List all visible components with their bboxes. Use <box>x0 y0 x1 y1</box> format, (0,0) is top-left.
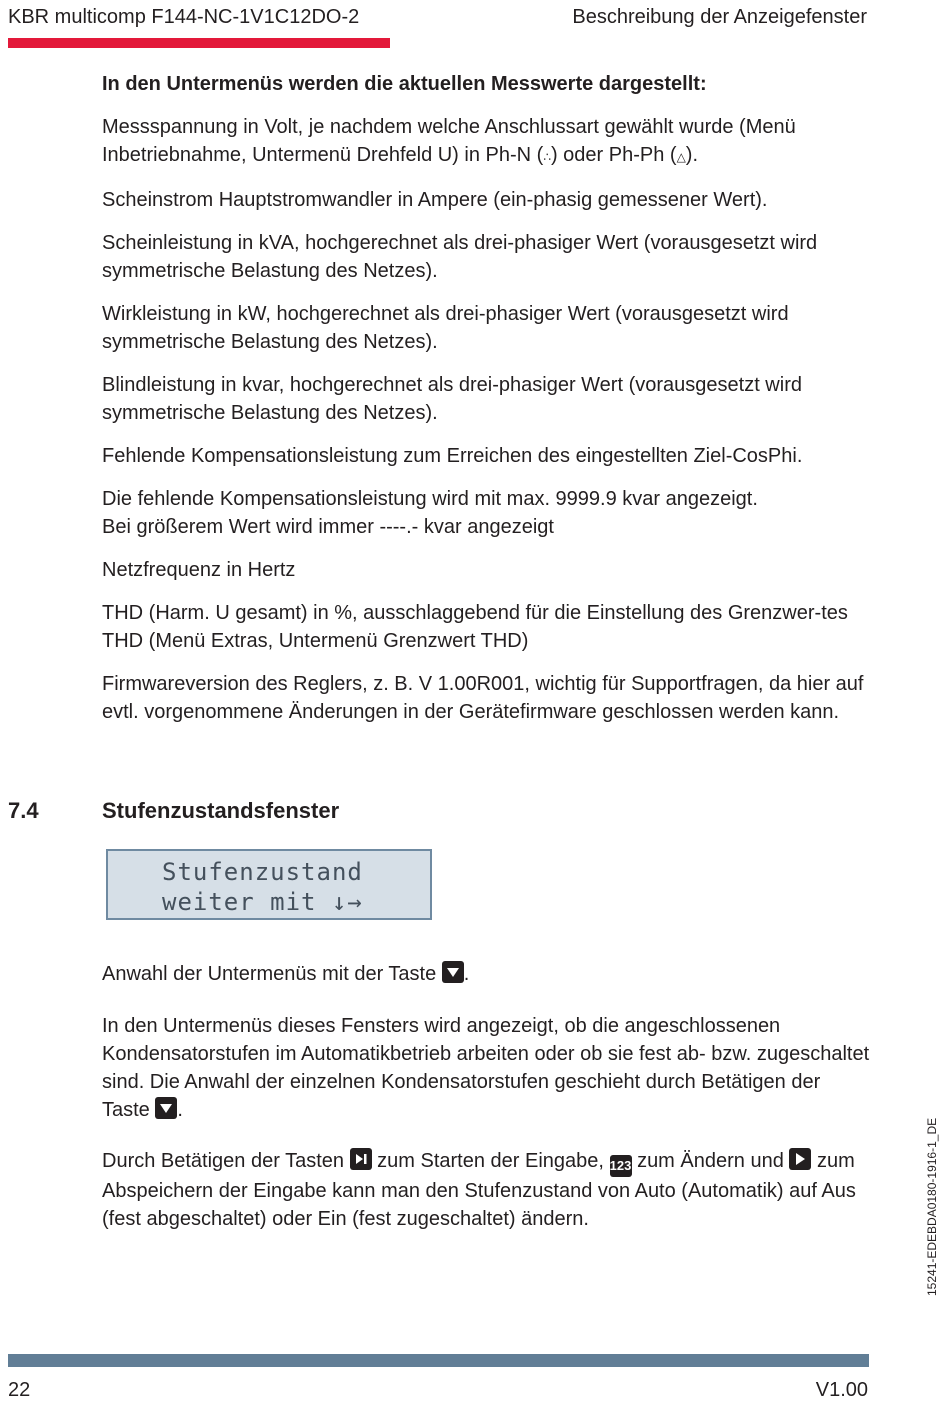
down-key-icon <box>155 1097 177 1119</box>
stage-state-text: In den Untermenüs dieses Fensters wird angezeigt, ob die angeschlossenen Kondensatorstufen im Automatikbetrieb arbeiten oder ob sie fest ab- bzw. zugeschaltet sind. Die Anwahl der einzelnen Kondensatorstufen geschieht durch Betätigen der Taste <box>102 1015 870 1121</box>
paragraph-active-power: Wirkleistung in kW, hochgerechnet als drei-phasiger Wert (vorausgesetzt wird symmetrische Belastung des Netzes). <box>102 303 789 353</box>
lcd-display <box>106 849 432 920</box>
change-state-text-d: zum Abspeichern der Eingabe kann man den Stufenzustand von Auto (Automatik) auf Aus (fest abgeschaltet) oder Ein (fest zugeschaltet) ändern. <box>102 1150 856 1230</box>
down-key-icon <box>442 961 464 983</box>
stage-state-end: . <box>177 1099 183 1121</box>
paragraph-voltage-text-b: ) oder Ph-Ph ( <box>550 144 677 166</box>
version-label: V1.00 <box>815 1379 868 1401</box>
paragraph-stage-state <box>102 1012 872 1124</box>
footer-bar <box>8 1354 869 1367</box>
change-state-text-c: zum Ändern und <box>637 1150 784 1172</box>
change-state-text-a: Durch Betätigen der Tasten <box>102 1150 345 1172</box>
paragraph-current: Scheinstrom Hauptstromwandler in Ampere (ein-phasig gemessener Wert). <box>102 189 768 211</box>
section-number: 7.4 <box>8 798 39 823</box>
paragraph-missing-compensation: Fehlende Kompensationsleistung zum Erreichen des eingestellten Ziel-CosPhi. <box>102 445 803 467</box>
right-key-icon <box>789 1148 811 1170</box>
compensation-limit-line-2: Bei größerem Wert wird immer ----.- kvar angezeigt <box>102 516 554 538</box>
lcd-line-2: weiter mit ↓→ <box>162 888 363 916</box>
paragraph-apparent-power: Scheinleistung in kVA, hochgerechnet als drei-phasiger Wert (vorausgesetzt wird symmetrische Belastung des Netzes). <box>102 232 818 282</box>
submenu-select-text: Anwahl der Untermenüs mit der Taste <box>102 963 437 985</box>
start-input-key-icon <box>350 1148 372 1170</box>
paragraph-submenu-select <box>102 960 872 988</box>
intro-heading: In den Untermenüs werden die aktuellen Messwerte dargestellt: <box>102 73 707 95</box>
measurement-description <box>102 70 872 741</box>
submenu-select-end: . <box>463 963 470 985</box>
compensation-limit-line-1: Die fehlende Kompensationsleistung wird mit max. 9999.9 kvar angezeigt. <box>102 488 758 510</box>
document-code: 15241-EDEBDA0180-1916-1_DE <box>925 1117 939 1296</box>
section-title: Stufenzustandsfenster <box>102 798 340 823</box>
paragraph-thd: THD (Harm. U gesamt) in %, ausschlaggebend für die Einstellung des Grenzwer-tes THD (Menü Extras, Untermenü Grenzwert THD) <box>102 602 848 652</box>
delta-connection-icon: △ <box>676 150 686 164</box>
paragraph-voltage <box>102 113 872 171</box>
lcd-line-1: Stufenzustand <box>162 858 363 886</box>
page-number: 22 <box>8 1379 31 1401</box>
paragraph-change-stage-state <box>102 1147 872 1233</box>
paragraph-frequency: Netzfrequenz in Hertz <box>102 559 296 581</box>
paragraph-reactive-power: Blindleistung in kvar, hochgerechnet als drei-phasiger Wert (vorausgesetzt wird symmetrische Belastung des Netzes). <box>102 374 802 424</box>
header-chapter-title: Beschreibung der Anzeigefenster <box>572 6 867 28</box>
header-accent-bar <box>8 38 390 48</box>
paragraph-compensation-limit <box>102 485 872 541</box>
paragraph-voltage-text-a: Messspannung in Volt, je nachdem welche Anschlussart gewählt wurde (Menü Inbetriebnahme, Untermenü Drehfeld U) in Ph-N ( <box>102 116 796 166</box>
paragraph-firmware: Firmwareversion des Reglers, z. B. V 1.00R001, wichtig für Supportfragen, da hier auf evtl. vorgenommene Änderungen in der Gerätefirmware geschlossen werden kann. <box>102 673 864 723</box>
paragraph-voltage-text-c: ). <box>685 144 699 166</box>
header-document-title: KBR multicomp F144-NC-1V1C12DO-2 <box>8 6 360 28</box>
star-connection-icon: ∴ <box>543 150 551 164</box>
change-state-text-b: zum Starten der Eingabe, <box>377 1150 604 1172</box>
digits-key-icon: 123 <box>610 1155 632 1177</box>
